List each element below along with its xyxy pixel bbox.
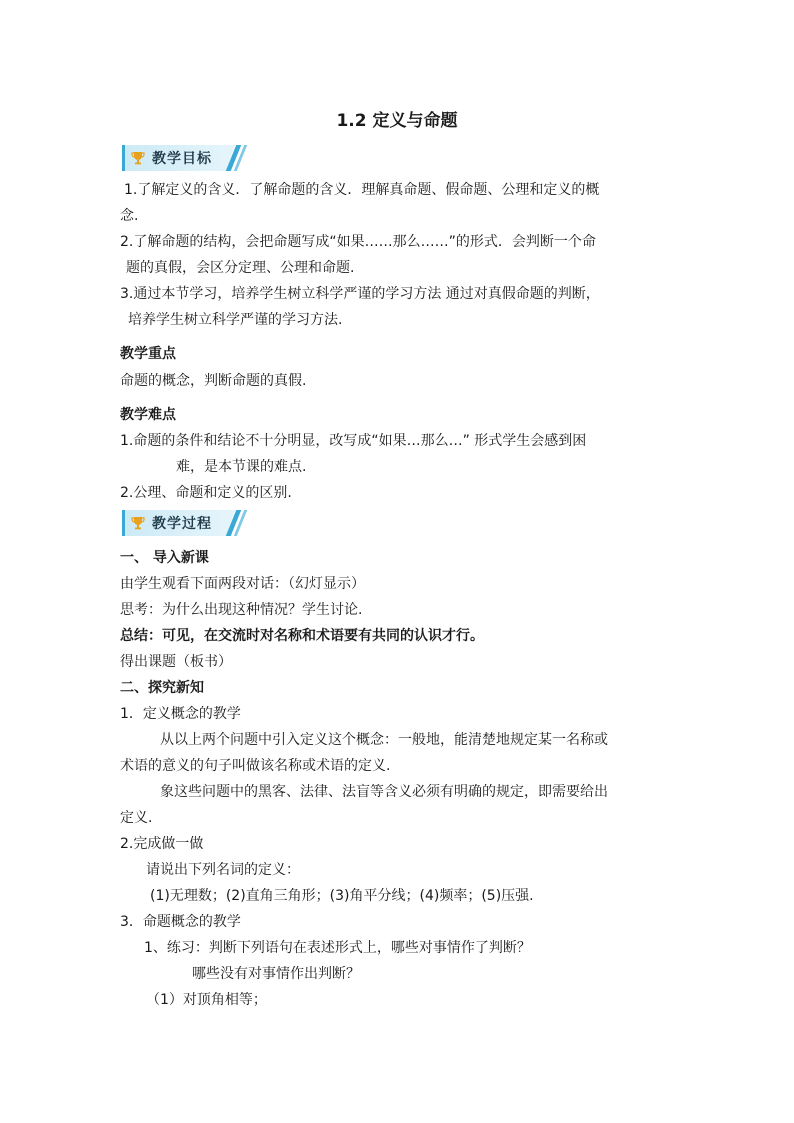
difficulty-line: 1.命题的条件和结论不十分明显，改写成“如果…那么…” 形式学生会感到困 xyxy=(120,433,587,449)
goal-line: 培养学生树立科学严谨的学习方法. xyxy=(128,312,343,328)
part1-heading: 一、 导入新课 xyxy=(120,550,209,566)
goal-line: 念. xyxy=(120,208,139,224)
paragraph-line: 象这些问题中的黑客、法律、法盲等含义必须有明确的规定，即需要给出 xyxy=(160,784,608,800)
paragraph-line: （1）对顶角相等； xyxy=(146,992,267,1008)
process-banner xyxy=(122,510,246,536)
paragraph-line: 哪些没有对事情作出判断？ xyxy=(192,966,360,982)
paragraph-line: (1)无理数；(2)直角三角形；(3)角平分线；(4)频率；(5)压强. xyxy=(150,888,534,904)
goal-line: 2.了解命题的结构，会把命题写成“如果……那么……”的形式．会判断一个命 xyxy=(120,234,596,250)
paragraph-line: 定义. xyxy=(120,810,153,826)
paragraph-line: 1、练习：判断下列语句在表述形式上，哪些对事情作了判断？ xyxy=(144,940,531,956)
subsection-heading: 2.完成做一做 xyxy=(120,836,204,852)
difficulty-line: 难，是本节课的难点. xyxy=(176,459,307,475)
process-banner-label: 教学过程 xyxy=(152,516,212,532)
difficulty-heading: 教学难点 xyxy=(120,407,176,423)
goal-line: 3.通过本节学习，培养学生树立科学严谨的学习方法 通过对真假命题的判断， xyxy=(120,286,600,302)
goals-banner xyxy=(122,145,246,171)
goals-banner-label: 教学目标 xyxy=(152,151,212,167)
paragraph-line: 请说出下列名词的定义： xyxy=(146,862,300,878)
page-title: 1.2 定义与命题 xyxy=(336,111,458,131)
key-point-text: 命题的概念，判断命题的真假. xyxy=(120,373,307,389)
difficulty-line: 2.公理、命题和定义的区别. xyxy=(120,485,292,501)
part2-heading: 二、探究新知 xyxy=(120,680,204,696)
subsection-heading: 1．定义概念的教学 xyxy=(120,706,241,722)
paragraph-line: 从以上两个问题中引入定义这个概念：一般地，能清楚地规定某一名称或 xyxy=(160,732,608,748)
goal-line: 1.了解定义的含义．了解命题的含义．理解真命题、假命题、公理和定义的概 xyxy=(124,182,600,198)
summary-line: 总结：可见，在交流时对名称和术语要有共同的认识才行。 xyxy=(120,628,484,644)
process-line: 得出课题（板书） xyxy=(120,654,232,670)
trophy-icon xyxy=(130,150,146,166)
process-line: 由学生观看下面两段对话：（幻灯显示） xyxy=(120,576,365,592)
goal-line: 题的真假，会区分定理、公理和命题. xyxy=(126,260,355,276)
process-line: 思考：为什么出现这种情况？学生讨论. xyxy=(120,602,363,618)
paragraph-line: 术语的意义的句子叫做该名称或术语的定义. xyxy=(120,758,391,774)
trophy-icon xyxy=(130,515,146,531)
key-point-heading: 教学重点 xyxy=(120,346,176,362)
subsection-heading: 3．命题概念的教学 xyxy=(120,914,241,930)
